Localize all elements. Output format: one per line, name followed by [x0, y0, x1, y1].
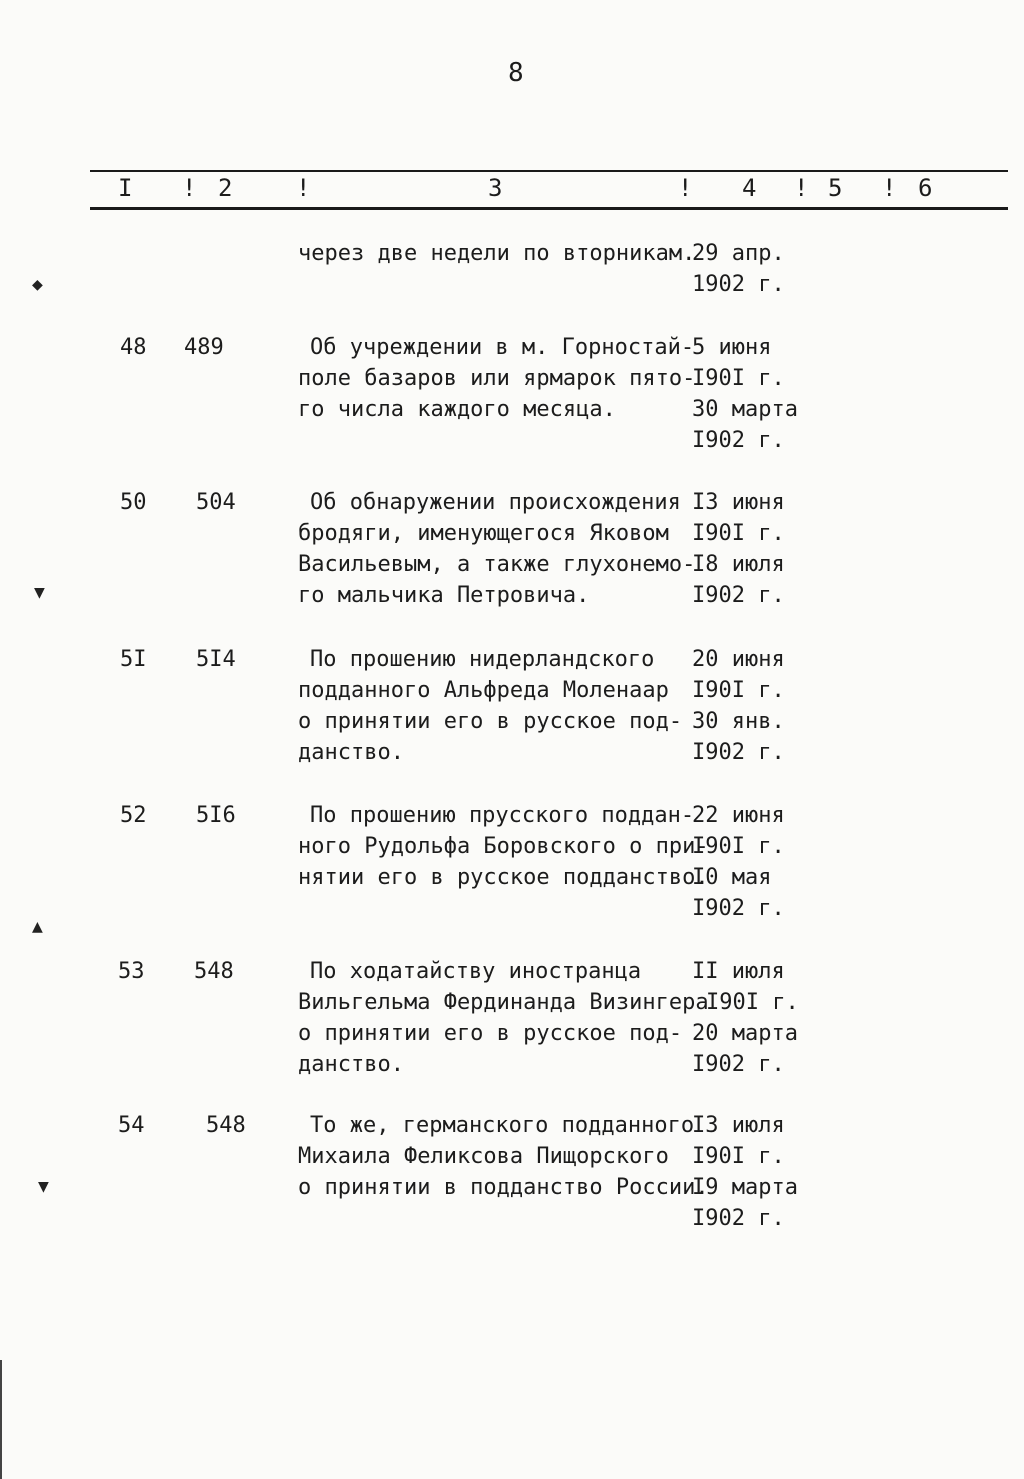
entry-description-line: Об обнаружении происхождения [310, 490, 681, 515]
entry-date-line: 30 янв. [692, 709, 785, 734]
entry-file-number: 5I6 [196, 803, 236, 828]
entry-description-line: через две недели по вторникам. [298, 241, 696, 266]
entry-date-line: I90I г. [692, 834, 785, 859]
entry-description-line: о принятии его в русское под- [298, 1021, 683, 1046]
entry-date-line: 20 марта [692, 1021, 798, 1046]
page-number: 8 [508, 58, 524, 88]
entry-file-number: 5I4 [196, 647, 236, 672]
header-separator: ! [296, 174, 311, 202]
entry-description-line: о принятии в подданство России. [298, 1175, 709, 1200]
header-col-2: 2 [218, 174, 233, 202]
entry-date-line: I902 г. [692, 740, 785, 765]
header-separator: ! [678, 174, 693, 202]
header-col-6: 6 [918, 174, 933, 202]
page-edge-line [0, 1360, 2, 1479]
entry-date-line: I3 июля [692, 1113, 785, 1138]
entry-description-line: данство. [298, 740, 404, 765]
entry-date-line: 30 марта [692, 397, 798, 422]
entry-number: 48 [120, 335, 147, 360]
entry-number: 5I [120, 647, 147, 672]
entry-date-line: I902 г. [692, 1052, 785, 1077]
entry-date-line: II июля [692, 959, 785, 984]
entry-date-line: 29 апр. [692, 241, 785, 266]
entry-description-line: То же, германского подданного [310, 1113, 695, 1138]
entry-date-line: 1902 г. [692, 272, 785, 297]
entry-date-line: 5 июня [692, 335, 772, 360]
header-col-5: 5 [828, 174, 843, 202]
entry-description-line: поле базаров или ярмарок пято- [298, 366, 696, 391]
entry-description-line: бродяги, именующегося Яковом [298, 521, 669, 546]
entry-date-line: I0 мая [692, 865, 772, 890]
entry-description-line: Михаила Феликсова Пищорского [298, 1144, 669, 1169]
entry-number: 52 [120, 803, 147, 828]
entry-date-line: I90I г. [692, 1144, 785, 1169]
entry-description-line: нятии его в русское подданство. [298, 865, 709, 890]
margin-mark-icon: ▼ [34, 582, 45, 603]
entry-date-line: I3 июня [692, 490, 785, 515]
entry-description-line: По прошению прусского поддан- [310, 803, 695, 828]
entry-description-line: Об учреждении в м. Горностай- [310, 335, 695, 360]
entry-description-line: данство. [298, 1052, 404, 1077]
margin-mark-icon: ▼ [38, 1176, 49, 1197]
entry-description-line: По ходатайству иностранца [310, 959, 642, 984]
entry-description-line: го числа каждого месяца. [298, 397, 616, 422]
entry-description-line: о принятии его в русское под- [298, 709, 683, 734]
entry-description-line: По прошению нидерландского [310, 647, 655, 672]
entry-date-line: I902 г. [692, 1206, 785, 1231]
header-col-1: I [118, 174, 133, 202]
entry-date-line: I90I г. [692, 678, 785, 703]
entry-description-line: Вильгельма Фердинанда Визингера [298, 990, 709, 1015]
entry-date-line: I902 г. [692, 896, 785, 921]
entry-file-number: 548 [206, 1113, 246, 1138]
entry-date-line: 20 июня [692, 647, 785, 672]
entry-number: 53 [118, 959, 145, 984]
entry-date-line: I902 г. [692, 428, 785, 453]
header-separator: ! [882, 174, 897, 202]
entry-description-line: подданного Альфреда Моленаар [298, 678, 669, 703]
header-separator: ! [182, 174, 197, 202]
entry-description-line: Васильевым, а также глухонемо- [298, 552, 696, 577]
header-col-3: 3 [488, 174, 503, 202]
entry-file-number: 489 [184, 335, 224, 360]
entry-date-line: 22 июня [692, 803, 785, 828]
entry-date-line: I902 г. [692, 583, 785, 608]
entry-number: 54 [118, 1113, 145, 1138]
header-col-4: 4 [742, 174, 757, 202]
entry-file-number: 548 [194, 959, 234, 984]
entry-date-line: I90I г. [692, 521, 785, 546]
margin-mark-icon: ◆ [32, 274, 43, 295]
header-separator: ! [794, 174, 809, 202]
entry-date-line: I90I г. [706, 990, 799, 1015]
entry-date-line: I8 июля [692, 552, 785, 577]
entry-date-line: I9 марта [692, 1175, 798, 1200]
entry-number: 50 [120, 490, 147, 515]
entry-date-line: I90I г. [692, 366, 785, 391]
entry-description-line: го мальчика Петровича. [298, 583, 590, 608]
entry-file-number: 504 [196, 490, 236, 515]
margin-mark-icon: ▲ [32, 916, 43, 937]
table-header-rule-bottom [90, 207, 1008, 210]
entry-description-line: ного Рудольфа Боровского о при- [298, 834, 709, 859]
